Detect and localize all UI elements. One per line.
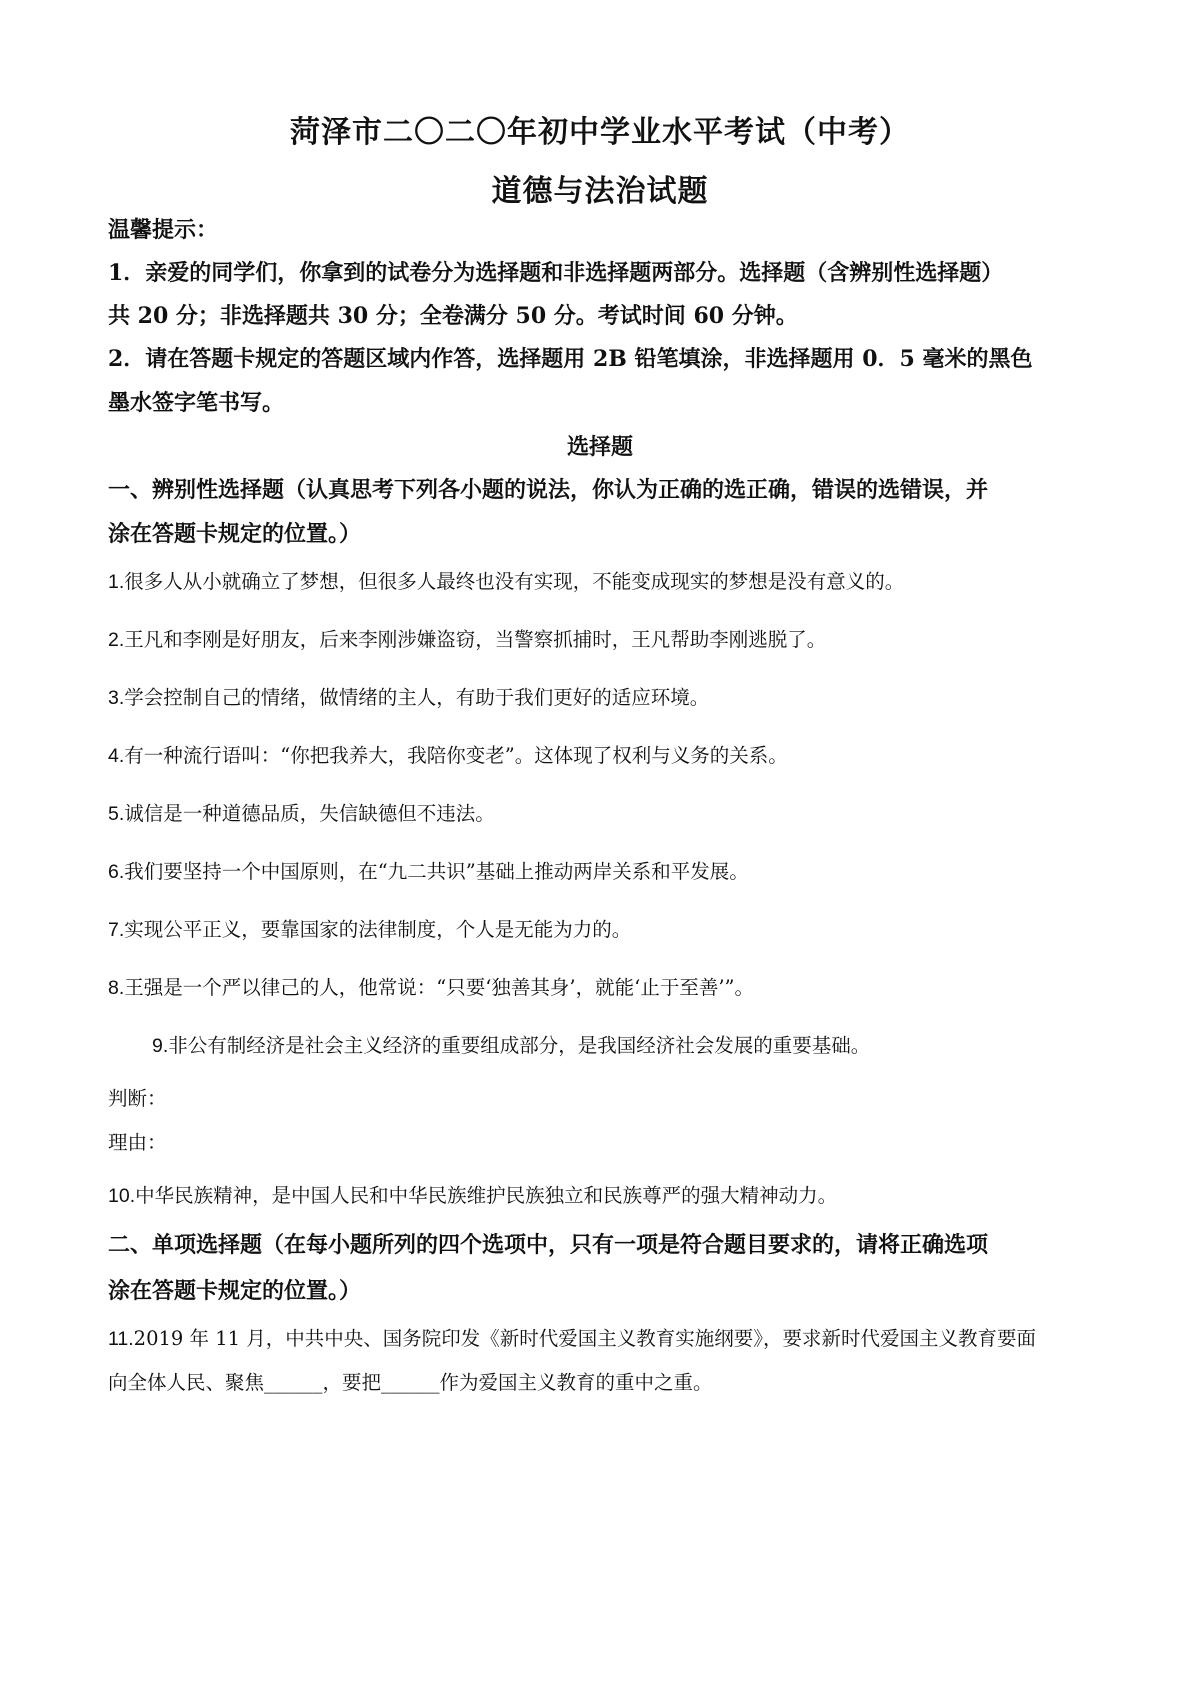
question-1 bbox=[108, 566, 1108, 594]
question-2 bbox=[108, 624, 1108, 652]
question-number: 1. bbox=[108, 571, 125, 593]
question-9 bbox=[152, 1030, 1152, 1058]
question-text: 王凡和李刚是好朋友，后来李刚涉嫌盗窃，当警察抓捕时，王凡帮助李刚逃脱了。 bbox=[124, 628, 827, 651]
exam-subject-title: 道德与法治试题 bbox=[491, 174, 709, 209]
question-text: 实现公平正义，要靠国家的法律制度，个人是无能为力的。 bbox=[124, 918, 632, 941]
question-number: 4. bbox=[108, 745, 125, 767]
question-text: 中华民族精神，是中国人民和中华民族维护民族独立和民族尊严的强大精神动力。 bbox=[135, 1184, 838, 1207]
question-text: 有一种流行语叫：“你把我养大，我陪你变老”。这体现了权利与义务的关系。 bbox=[124, 744, 788, 767]
tip-2-line-1: 2．请在答题卡规定的答题区域内作答，选择题用 2B 铅笔填涂，非选择题用 0．5 毫米的黑色 bbox=[108, 346, 1033, 372]
question-number: 7. bbox=[108, 919, 125, 941]
part2-heading-line-2: 涂在答题卡规定的位置。） bbox=[108, 1278, 362, 1304]
question-6 bbox=[108, 856, 1108, 884]
question-4 bbox=[108, 740, 1108, 768]
part1-heading-line-2: 涂在答题卡规定的位置。） bbox=[108, 521, 362, 547]
part2-heading-line-1: 二、单项选择题（在每小题所列的四个选项中，只有一项是符合题目要求的，请将正确选项 bbox=[108, 1232, 989, 1258]
question-number: 5. bbox=[108, 803, 125, 825]
question-text: 学会控制自己的情绪，做情绪的主人，有助于我们更好的适应环境。 bbox=[124, 686, 710, 709]
tips-label: 温馨提示： bbox=[108, 217, 219, 243]
exam-title: 菏泽市二〇二〇年初中学业水平考试（中考） bbox=[290, 115, 910, 150]
judge-label: 判断： bbox=[108, 1087, 167, 1110]
question-text: 我们要坚持一个中国原则，在“九二共识”基础上推动两岸关系和平发展。 bbox=[124, 860, 749, 883]
question-text: 2019 年 11 月，中共中央、国务院印发《新时代爱国主义教育实施纲要》，要求新时代爱国主义教育要面 bbox=[133, 1327, 1036, 1350]
question-8 bbox=[108, 972, 1108, 1000]
question-11-line-1 bbox=[108, 1323, 1108, 1351]
reason-label: 理由： bbox=[108, 1131, 167, 1154]
question-number: 10. bbox=[108, 1185, 136, 1207]
question-10 bbox=[108, 1180, 1108, 1208]
question-3 bbox=[108, 682, 1108, 710]
section-heading: 选择题 bbox=[566, 434, 633, 460]
question-number: 9. bbox=[152, 1035, 169, 1057]
question-number: 11. bbox=[108, 1328, 134, 1350]
question-11-line-2: 向全体人民、聚焦______，要把______作为爱国主义教育的重中之重。 bbox=[108, 1371, 713, 1394]
question-text: 非公有制经济是社会主义经济的重要组成部分，是我国经济社会发展的重要基础。 bbox=[168, 1034, 871, 1057]
question-7 bbox=[108, 914, 1108, 942]
question-text: 诚信是一种道德品质，失信缺德但不违法。 bbox=[124, 802, 495, 825]
question-number: 6. bbox=[108, 861, 125, 883]
tip-2-line-2: 墨水签字笔书写。 bbox=[108, 390, 285, 416]
question-text: 王强是一个严以律己的人，他常说：“只要‘独善其身’，就能‘止于至善’”。 bbox=[124, 976, 754, 999]
question-number: 3. bbox=[108, 687, 125, 709]
question-number: 2. bbox=[108, 629, 125, 651]
question-5 bbox=[108, 798, 1108, 826]
tip-1-line-1: 1．亲爱的同学们，你拿到的试卷分为选择题和非选择题两部分。选择题（含辨别性选择题） bbox=[108, 260, 1004, 286]
part1-heading-line-1: 一、辨别性选择题（认真思考下列各小题的说法，你认为正确的选正确，错误的选错误，并 bbox=[108, 477, 989, 503]
question-number: 8. bbox=[108, 977, 125, 999]
tip-1-line-2: 共 20 分；非选择题共 30 分；全卷满分 50 分。考试时间 60 分钟。 bbox=[108, 303, 798, 329]
question-text: 很多人从小就确立了梦想，但很多人最终也没有实现，不能变成现实的梦想是没有意义的。 bbox=[124, 570, 905, 593]
